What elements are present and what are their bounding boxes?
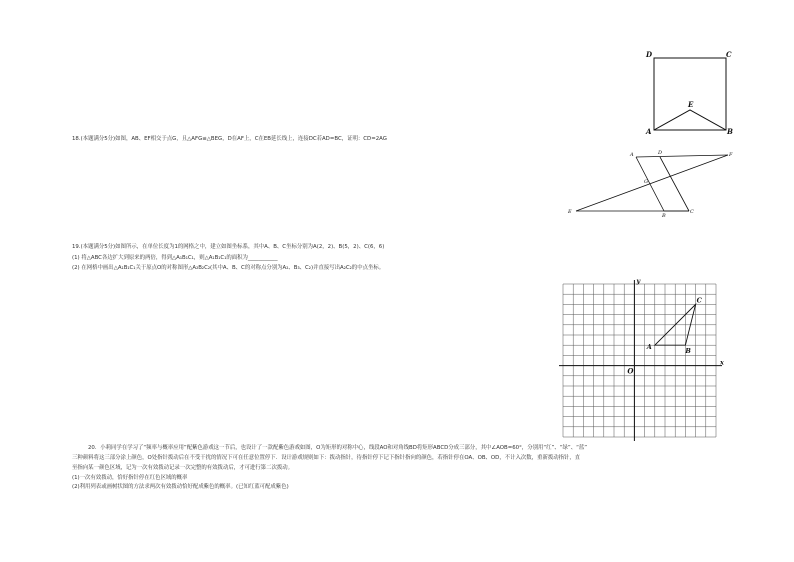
para-label-g: G (644, 179, 648, 185)
square-label-c: C (726, 50, 732, 59)
q18-text: 18.(本题满分5分)如图，AB、EF相交于点G，且△AFG≌△BEG，D在AF上，C在EB延长线上，连接DC若AD=BC，证明：CD=2AG (72, 136, 387, 142)
y-axis-label: y (636, 277, 641, 285)
para-label-f: F (729, 152, 733, 158)
origin-label: O (627, 366, 634, 376)
q20-line1: 20．小莉同学在学习了“频率与概率应用”配紫色游戏这一节后，也设计了一款配紫色游戏如图，O为矩形的对称中心，线段AO和对角线BD将矩形ABCD分成三部分，其中∠AOB=60°，分别用“红”、“绿”、“蓝” (88, 445, 588, 451)
q19-line2: (1) 将△ABC各边扩大到原来的两倍，得到△A₁B₁C₁，则△A₁B₁C₁的面积为___________ (72, 255, 278, 261)
point-label-b: B (685, 347, 691, 356)
coordinate-grid (555, 278, 740, 443)
square-label-a: A (646, 127, 652, 136)
q20-line5: (2)利用列表或画树状图的方法求两次有效拨动恰好配成紫色的概率。(已知红蓝可配成紫色) (72, 484, 289, 490)
para-label-b: B (662, 213, 666, 219)
square-label-d: D (646, 50, 653, 59)
point-label-c: C (696, 296, 702, 305)
para-label-c: C (690, 209, 694, 215)
para-label-d: D (658, 150, 663, 156)
x-axis-label: x (720, 358, 724, 367)
q19-line1: 19.(本题满分5分)如图所示，在单位长度为1的网格之中，建立如图坐标系，其中A、B、C坐标分别为A(2，2)、B(5，2)、C(6，6) (72, 244, 385, 250)
para-label-e: E (568, 209, 572, 215)
square-label-e: E (688, 100, 694, 109)
parallelogram-figure (564, 147, 744, 219)
q20-line2: 三种颜料将这三部分涂上颜色，O处指针拨动后在不受干扰的情况下可在任意位置停下．设计游戏规则如下：拨动指针，待指针停下记下指针指向的颜色，若指针停在OA、OB、OD，不计入次数，重新拨动指针，直 (72, 455, 581, 461)
square-label-b: B (727, 127, 733, 136)
grid-labels (627, 277, 724, 376)
square-figure (640, 48, 740, 138)
point-label-a: A (646, 343, 652, 352)
q20-line4: (1)一次有效拨动，恰好指针停在红色区域的概率 (72, 475, 188, 481)
q20-line3: 至指向某一颜色区域，记为一次有效拨动记录一次完整的有效拨动后，才可进行第二次拨动。 (72, 465, 294, 471)
para-label-a: A (630, 152, 634, 158)
q19-line3: (2) 在网格中画出△A₁B₁C₁关于原点O的对称图形△A₂B₂C₂(其中A、B、C的对称点分别为A₂、B₃、C₂)并直接写出A₂C₂的中点坐标。 (72, 265, 385, 271)
